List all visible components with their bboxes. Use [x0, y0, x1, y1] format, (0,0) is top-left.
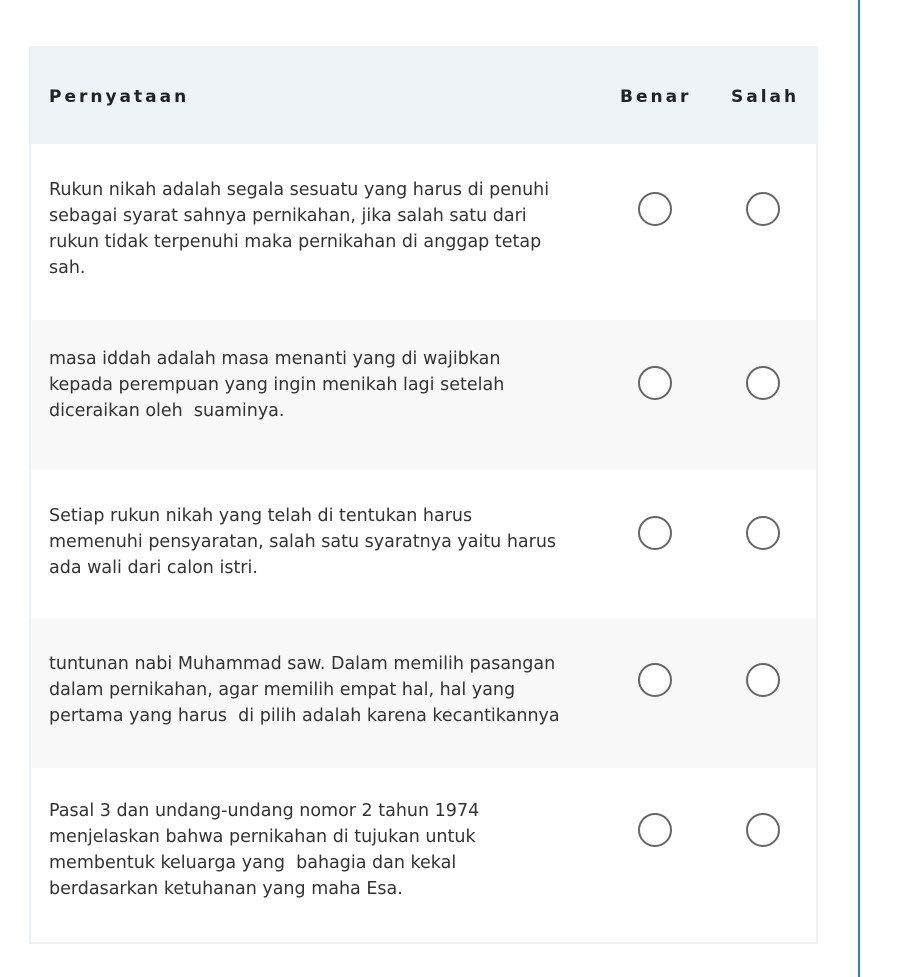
quiz-row-1 — [31, 144, 816, 320]
radio-true-5[interactable] — [638, 813, 672, 847]
quiz-row-4 — [31, 618, 816, 768]
statement-text-1: Rukun nikah adalah segala sesuatu yang harus di penuhi sebagai syarat sahnya pernikahan, jika salah satu dari rukun tidak terpenuhi maka pernikahan di anggap tetap sah. — [49, 180, 550, 278]
statement-text-5: Pasal 3 dan undang-undang nomor 2 tahun 1974 menjelaskan bahwa pernikahan di tujukan untuk membentuk keluarga yang bahagia dan kekal berdasarkan ketuhanan yang maha Esa. — [49, 801, 480, 899]
radio-true-4[interactable] — [638, 663, 672, 697]
statement-text-4: tuntunan nabi Muhammad saw. Dalam memilih pasangan dalam pernikahan, agar memilih empat hal, hal yang pertama yang harus di pilih adalah karena kecantikannya — [49, 654, 560, 726]
header-false-label: Salah — [731, 87, 800, 107]
statement-text-3: Setiap rukun nikah yang telah di tentukan harus memenuhi pensyaratan, salah satu syaratnya yaitu harus ada wali dari calon istri. — [49, 506, 557, 578]
radio-false-4[interactable] — [746, 663, 780, 697]
quiz-header — [31, 48, 816, 144]
page-right-border — [858, 0, 860, 977]
quiz-row-3 — [31, 470, 816, 618]
radio-false-5[interactable] — [746, 813, 780, 847]
radio-true-3[interactable] — [638, 516, 672, 550]
true-false-quiz-table — [29, 46, 818, 944]
quiz-row-5 — [31, 768, 816, 942]
radio-false-2[interactable] — [746, 366, 780, 400]
radio-true-1[interactable] — [638, 192, 672, 226]
header-statement-label: Pernyataan — [49, 87, 190, 107]
radio-true-2[interactable] — [638, 366, 672, 400]
quiz-row-2 — [31, 320, 816, 470]
statement-text-2: masa iddah adalah masa menanti yang di wajibkan kepada perempuan yang ingin menikah lagi setelah diceraikan oleh suaminya. — [49, 349, 505, 421]
header-true-label: Benar — [620, 87, 692, 107]
radio-false-1[interactable] — [746, 192, 780, 226]
radio-false-3[interactable] — [746, 516, 780, 550]
